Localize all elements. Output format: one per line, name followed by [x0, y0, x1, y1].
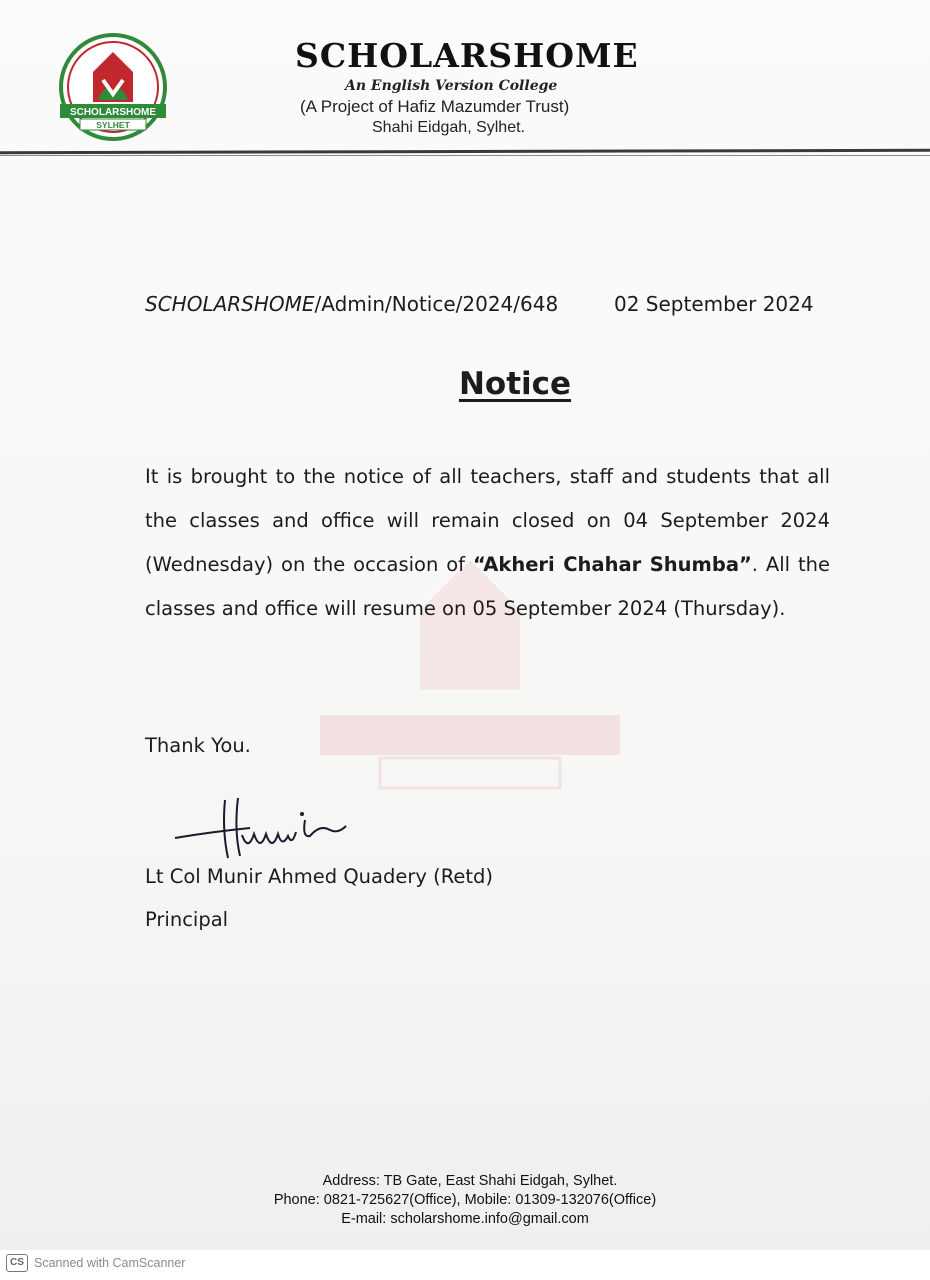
org-name: SCHOLARSHOME [295, 36, 639, 75]
body-part-1: It is brought to the notice of all teachers, staff and students that all the classes and office will remain closed on 04 September 2024 (Wednesday) on the occasion of [145, 465, 830, 576]
reference-number [145, 292, 558, 316]
body-part-2: . All the classes and office will resume on 05 September 2024 (Thursday). [145, 553, 830, 620]
notice-title: Notice [458, 366, 572, 402]
camscanner-icon: CS [6, 1254, 28, 1272]
reference-path: /Admin/Notice/2024/648 [314, 292, 559, 316]
logo-text-bottom: SYLHET [96, 120, 130, 130]
footer-phone: Phone: 0821-725627(Office), Mobile: 01309-132076(Office) [273, 1192, 657, 1208]
footer-address: Address: TB Gate, East Shahi Eidgah, Sylhet. [322, 1173, 618, 1189]
footer-email: E-mail: scholarshome.info@gmail.com [341, 1211, 589, 1227]
signatory-name: Lt Col Munir Ahmed Quadery (Retd) [145, 865, 494, 888]
occasion-name: “Akheri Chahar Shumba” [472, 553, 752, 576]
header-rule [0, 149, 930, 154]
header-rule-thin [0, 155, 930, 156]
footer-contact [0, 1172, 930, 1229]
notice-body [145, 455, 830, 631]
reference-org: SCHOLARSHOME [145, 292, 315, 316]
signatory-designation: Principal [145, 908, 229, 931]
closing-thanks: Thank You. [145, 734, 251, 757]
logo-text-top: SCHOLARSHOME [69, 107, 157, 118]
college-logo [58, 32, 168, 142]
handwritten-signature [170, 790, 360, 865]
scanner-watermark [6, 1254, 185, 1272]
notice-date: 02 September 2024 [614, 292, 814, 316]
org-tagline: An English Version College [345, 78, 558, 94]
org-location: Shahi Eidgah, Sylhet. [372, 119, 525, 136]
org-project: (A Project of Hafiz Mazumder Trust) [300, 97, 570, 116]
scanner-label: Scanned with CamScanner [34, 1256, 186, 1270]
